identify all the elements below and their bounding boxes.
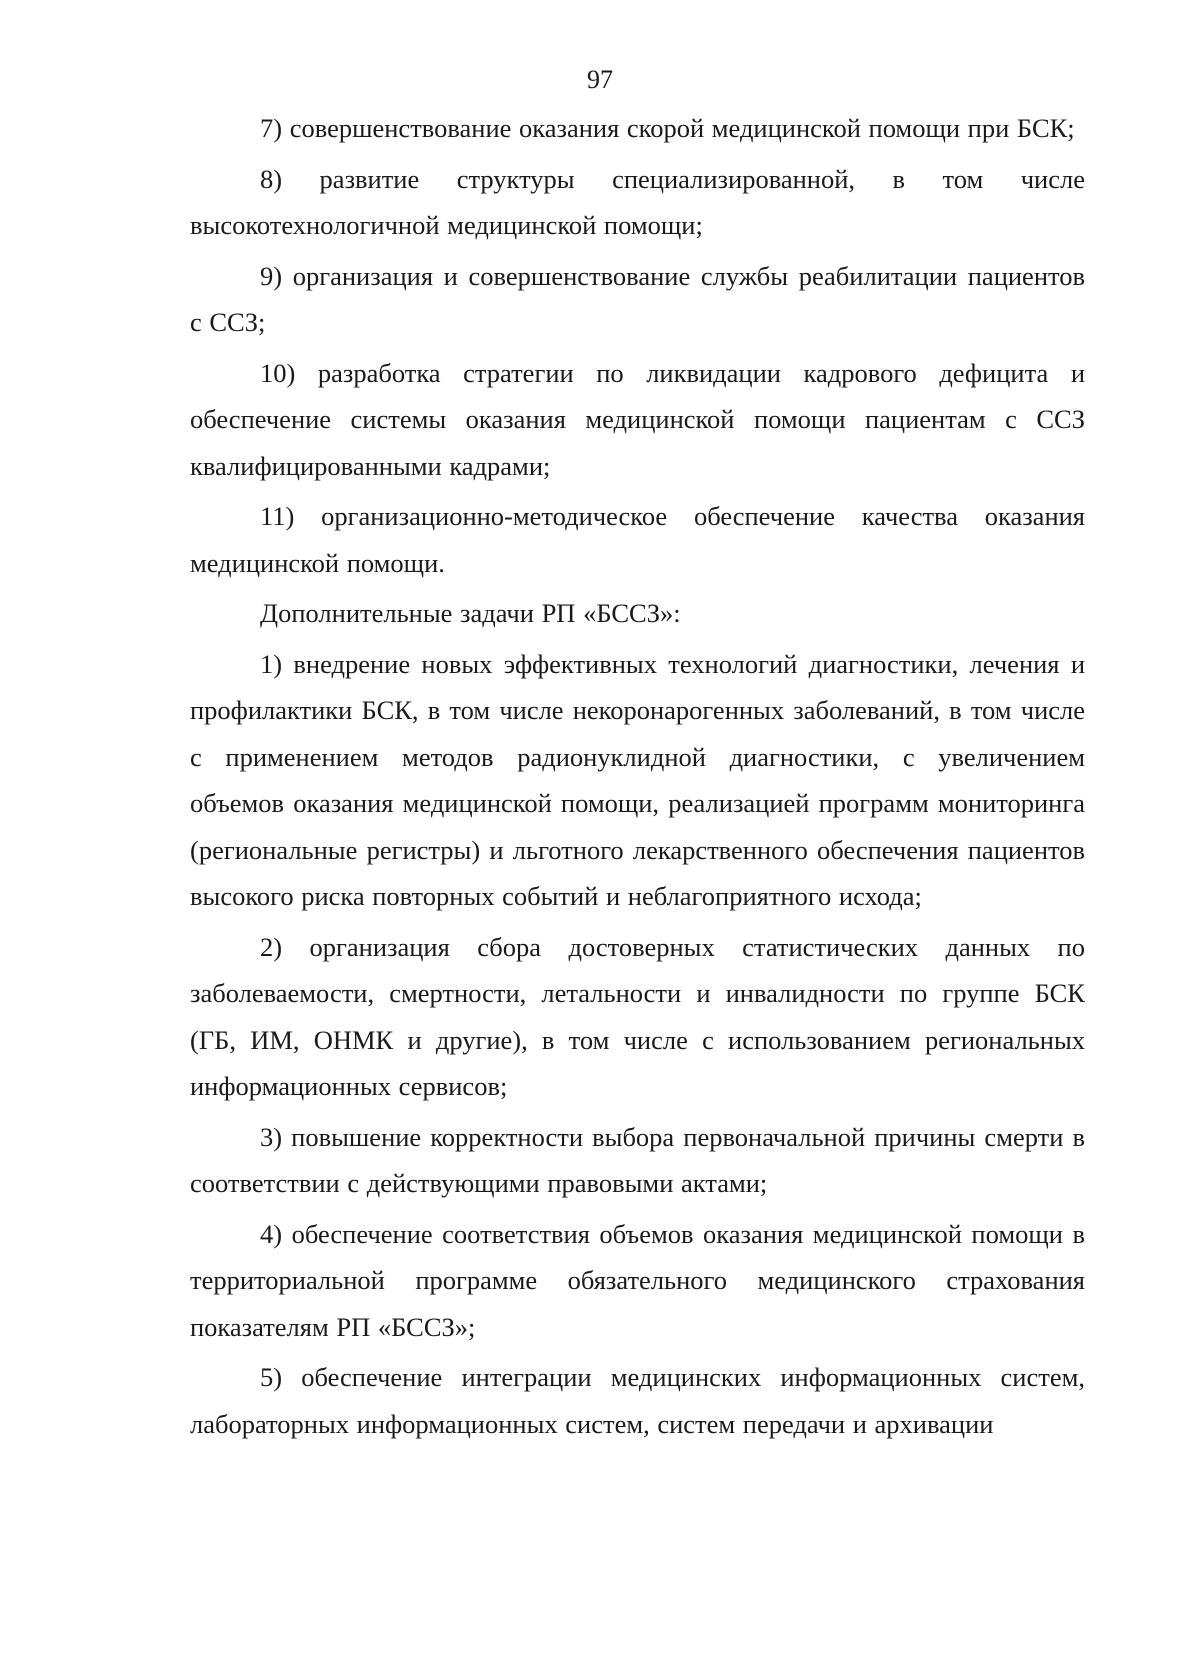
paragraph-task-3: 3) повышение корректности выбора первоначальной причины смерти в соответствии с действующими правовыми актами; bbox=[190, 1121, 1085, 1198]
paragraph-item-11: 11) организационно-методическое обеспечение качества оказания медицинской помощи. bbox=[190, 501, 1085, 578]
section-heading: Дополнительные задачи РП «БССЗ»: bbox=[260, 598, 681, 628]
paragraph-item-8: 8) развитие структуры специализированной, в том числе высокотехнологичной медицинской помощи; bbox=[190, 163, 1085, 240]
paragraph-task-2: 2) организация сбора достоверных статистических данных по заболеваемости, смертности, летальности и инвалидности по группе БСК (ГБ, ИМ, ОНМК и другие), в том числе с использованием региональных информационных сервисов; bbox=[190, 931, 1085, 1101]
document-body bbox=[190, 105, 1085, 1447]
paragraph-task-4: 4) обеспечение соответствия объемов оказания медицинской помощи в территориальной программе обязательного медицинского страхования показателям РП «БССЗ»; bbox=[190, 1218, 1085, 1342]
paragraph-task-1: 1) внедрение новых эффективных технологий диагностики, лечения и профилактики БСК, в том числе некоронарогенных заболеваний, в том числе с применением методов радионуклидной диагностики, с увеличением объемов оказания медицинской помощи, реализацией программ мониторинга (региональные регистры) и льготного лекарственного обеспечения пациентов высокого риска повторных событий и неблагоприятного исхода; bbox=[190, 648, 1085, 911]
paragraph-item-10: 10) разработка стратегии по ликвидации кадрового дефицита и обеспечение системы оказания медицинской помощи пациентам с ССЗ квалифицированными кадрами; bbox=[190, 357, 1085, 481]
page-number: 97 bbox=[587, 65, 613, 94]
paragraph-item-7: 7) совершенствование оказания скорой медицинской помощи при БСК; bbox=[260, 113, 1075, 143]
paragraph-task-5: 5) обеспечение интеграции медицинских информационных систем, лабораторных информационных систем, систем передачи и архивации bbox=[190, 1362, 1085, 1439]
paragraph-item-9: 9) организация и совершенствование службы реабилитации пациентов с ССЗ; bbox=[190, 260, 1085, 337]
